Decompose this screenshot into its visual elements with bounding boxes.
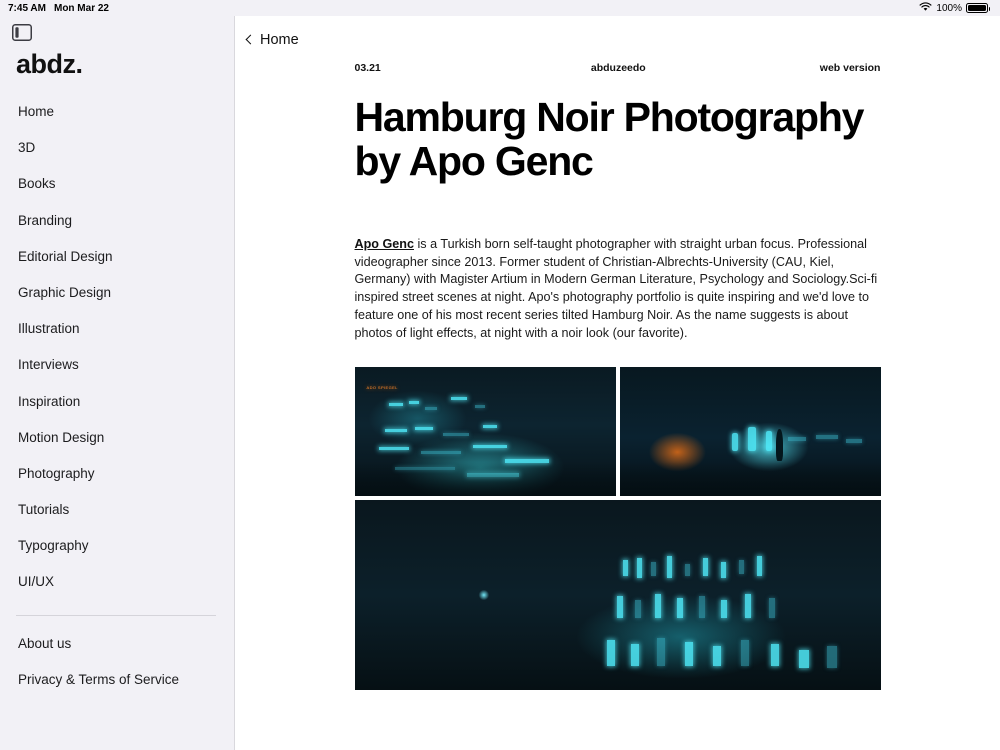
sidebar-toggle-icon[interactable]: [0, 16, 234, 43]
brand-logo[interactable]: abdz.: [16, 49, 83, 79]
sidebar-footer-nav: [0, 626, 234, 698]
sidebar-item-tutorials[interactable]: Tutorials: [18, 502, 70, 518]
status-date: Mon Mar 22: [53, 2, 109, 14]
page-title: Hamburg Noir Photography by Apo Genc: [354, 94, 864, 184]
article-meta: [355, 62, 881, 74]
sidebar-item-motion-design[interactable]: Motion Design: [18, 429, 105, 445]
photo-sign-text: ADO SPIEGEL: [366, 384, 398, 390]
web-version-link[interactable]: web version: [819, 62, 881, 74]
status-bar-left: [8, 3, 109, 14]
sidebar-item-interviews[interactable]: Interviews: [18, 357, 79, 373]
status-bar: [0, 0, 1000, 16]
back-button-label: Home: [260, 32, 299, 48]
article: [355, 48, 881, 690]
sidebar: [0, 16, 235, 750]
sidebar-divider: [16, 615, 216, 616]
status-time: 7:45 AM: [8, 2, 46, 14]
sidebar-item-branding[interactable]: Branding: [18, 212, 73, 228]
sidebar-item-privacy-terms[interactable]: Privacy & Terms of Service: [18, 671, 180, 687]
sidebar-item-about-us[interactable]: About us: [18, 635, 72, 651]
sidebar-item-typography[interactable]: Typography: [18, 538, 89, 554]
chevron-left-icon: [246, 35, 256, 45]
sidebar-item-ui-ux[interactable]: UI/UX: [18, 574, 55, 590]
author-link[interactable]: Apo Genc: [354, 236, 414, 251]
back-bar: [235, 16, 1000, 48]
battery-icon: [966, 3, 988, 13]
wifi-icon: [919, 2, 932, 15]
photo-hamburg-noir-2[interactable]: [620, 367, 881, 496]
sidebar-item-books[interactable]: Books: [18, 176, 56, 192]
image-grid-top: [355, 367, 881, 496]
photo-hamburg-noir-3[interactable]: [355, 500, 881, 690]
article-lede: [355, 236, 881, 343]
sidebar-item-photography[interactable]: Photography: [18, 465, 95, 481]
battery-percent-label: 100%: [936, 2, 962, 14]
status-bar-right: [919, 2, 988, 15]
article-lede-body: is a Turkish born self-taught photographer with straight urban focus. Professional videographer since 2013. Former student of Christian-Albrechts-University (CAU, Kiel, Germany) with Magister Artium in Modern German Literature, Psychology and Sociology.Sci-fi inspired street scenes at night. Apo's photography portfolio is quite inspiring and we'd love to feature one of his most recent series tilted Hamburg Noir. As the name suggests is about photos of light effects, at night with a noir look (our favorite).: [354, 236, 878, 341]
sidebar-item-home[interactable]: Home: [18, 104, 55, 119]
main-content: [235, 16, 1000, 750]
back-button[interactable]: [247, 32, 299, 48]
sidebar-item-graphic-design[interactable]: Graphic Design: [18, 284, 112, 300]
sidebar-item-3d[interactable]: 3D: [18, 140, 36, 156]
article-site: abduzeedo: [590, 62, 646, 74]
sidebar-item-illustration[interactable]: Illustration: [18, 321, 80, 337]
article-date: 03.21: [354, 62, 381, 74]
sidebar-nav: [0, 94, 234, 601]
photo-hamburg-noir-1[interactable]: [355, 367, 616, 496]
sidebar-item-inspiration[interactable]: Inspiration: [18, 393, 81, 409]
sidebar-item-editorial-design[interactable]: Editorial Design: [18, 248, 113, 264]
app-body: [0, 16, 1000, 750]
